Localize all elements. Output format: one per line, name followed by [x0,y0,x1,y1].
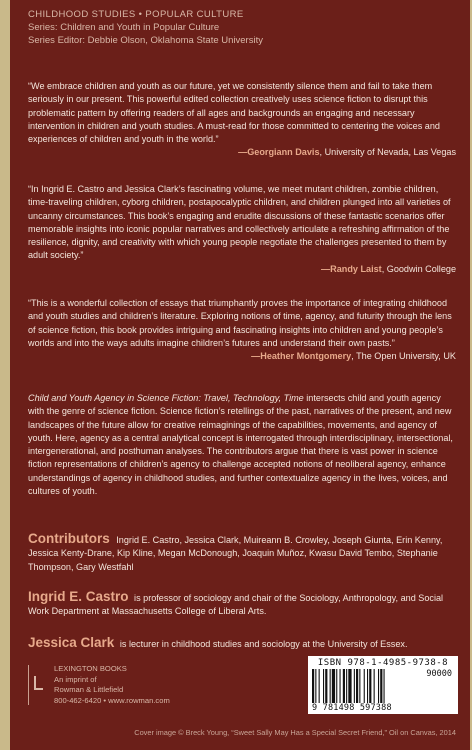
series-editor-line: Series Editor: Debbie Olson, Oklahoma State University [28,35,263,46]
contributors-heading: Contributors [28,531,110,546]
book-title: Child and Youth Agency in Science Fiction: Travel, Technology, Time [28,393,304,403]
bio-text: is lecturer in childhood studies and sociology at the University of Essex. [119,639,408,649]
endorsement-quote-1 [28,80,456,160]
quote-attribution [28,263,456,276]
bio-name: Ingrid E. Castro [28,589,129,604]
book-description [28,392,456,498]
quote-author: —Georgiann Davis [238,147,320,158]
publisher-name: LEXINGTON BOOKS [54,664,127,673]
publisher-parent: Rowman & Littlefield [54,685,124,694]
quote-text: “In Ingrid E. Castro and Jessica Clark’s fascinating volume, we meet mutant children, zombie children, time-traveling children, cyborg children, postapocalyptic children, and children plunged into all varieties of uncanny circumstances. This book’s engaging and erudite discussions of these fantastic scenarios offer memorable insights into iconic popular narratives and collectively articulate a refreshing affirmation of the resilience, dignity, and creativity with which young people negotiate the challenges presented to them by adult society.” [28,184,451,261]
publisher-contact: 800-462-6420 • www.rowman.com [54,695,170,705]
editor-bio-castro [28,590,456,619]
endorsement-quote-2 [28,183,456,276]
endorsement-quote-3 [28,297,456,363]
cover-image-credit: Cover image © Breck Young, “Sweet Sally May Has a Special Secret Friend,” Oil on Canvas, 2014 [134,728,456,737]
publisher-text [54,664,170,706]
quote-affiliation: , The Open University, UK [351,351,456,362]
quote-text: “We embrace children and youth as our future, yet we consistently silence them and fail to take them seriously in our present. This powerful edited collection creatively uses science fiction to disrupt this problematic pattern by offering readers of all ages and backgrounds an engaging and necessary intervention in children and youth studies. A must-read for those committed to centering the voices and experiences of children and youth in the world.” [28,81,440,145]
editor-bio-clark [28,636,456,651]
price-code: 90000 [426,669,452,679]
contributors-section [28,532,456,574]
publisher-logo-icon [28,665,51,705]
category-line: CHILDHOOD STUDIES • POPULAR CULTURE [28,9,244,20]
quote-attribution [28,146,456,159]
series-line: Series: Children and Youth in Popular Culture [28,22,220,33]
quote-affiliation: , University of Nevada, Las Vegas [319,147,456,158]
bio-text: is professor of sociology and chair of the Sociology, Anthropology, and Social Work Department at Massachusetts College of Liberal Arts. [28,593,444,617]
barcode-digits: 9 781498 597388 [312,703,392,713]
quote-author: —Randy Laist [321,263,382,274]
quote-text: “This is a wonderful collection of essays that triumphantly proves the importance of integrating childhood and youth studies and children’s literature. Exploring notions of time, agency, and futurity through the lens of science fiction, this book provides intriguing and fascinating insights into children and young people’s worlds and into the ways adults imagine children’s futures and understand their own pasts.” [28,298,452,348]
publisher-imprint: An imprint of [54,674,97,684]
publisher-block [28,660,178,720]
quote-attribution [28,350,456,363]
contributors-list: Ingrid E. Castro, Jessica Clark, Muireann B. Crowley, Joseph Giunta, Erin Kenny, Jessica Kenty-Drane, Kip Kline, Megan McDonough, Joaquin Muñoz, Kwasu David Tembo, Stephanie Thompson, Gary Westfahl [28,535,443,572]
quote-author: —Heather Montgomery [251,351,352,362]
description-body: intersects child and youth agency with the genre of science fiction. Science fiction’s retellings of the past, narratives of the present, and new landscapes of the future allow for creative reimaginings of the capabilities, movements, and agency of youth. Here, agency as a central analytical concept is interrogated through interdisciplinary, intersectional, intergenerational, and posthuman analyses. The contributors argue that there is vast power in science fiction representations of children’s agency to challenge accepted notions of neoliberal agency, enhance understandings of agency in childhood studies, and further contextualize agency in the lives, voices, and cultures of youth. [28,393,453,497]
series-header [28,8,263,47]
isbn-barcode [308,656,458,714]
cover-panel [10,0,470,750]
isbn-label: ISBN 978-1-4985-9738-8 [317,658,449,668]
bio-name: Jessica Clark [28,635,115,650]
barcode-bars-icon [312,669,412,703]
quote-affiliation: , Goodwin College [381,263,456,274]
